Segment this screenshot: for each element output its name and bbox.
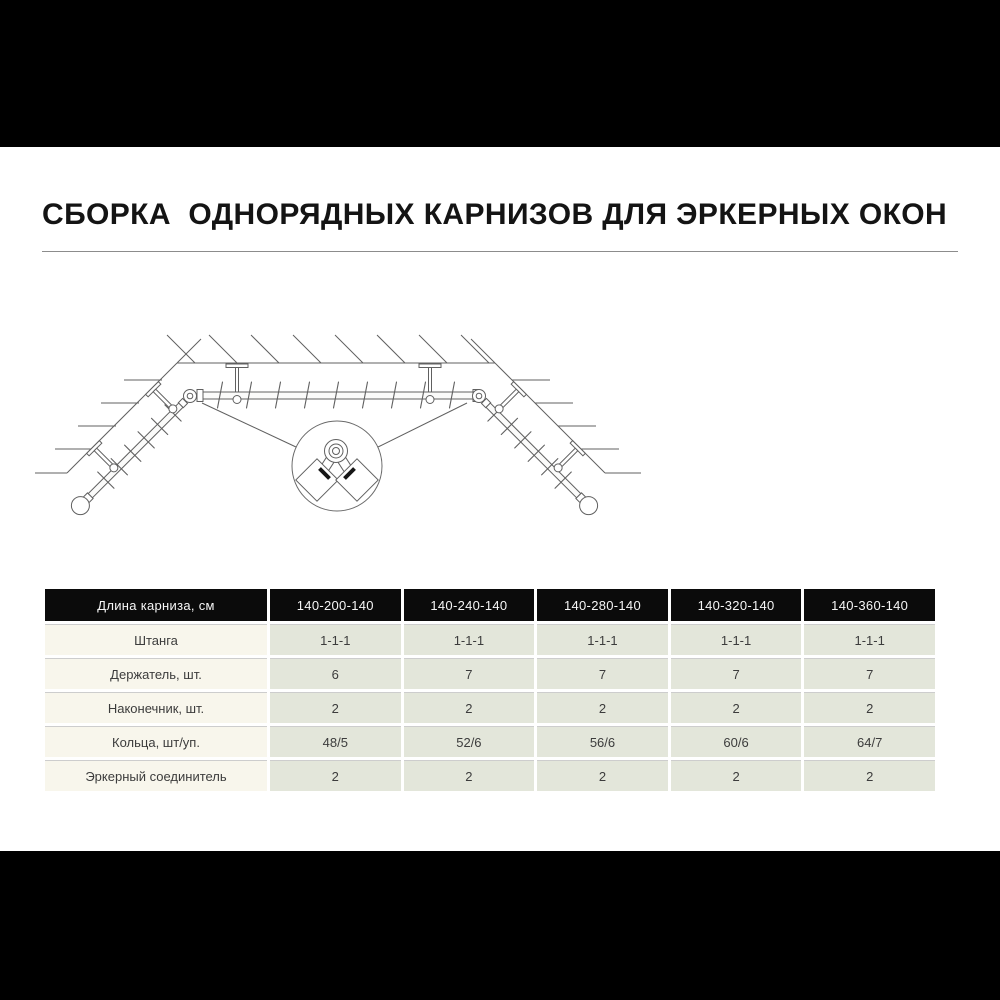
value-cell: 1-1-1 xyxy=(537,624,668,655)
value-cell: 1-1-1 xyxy=(804,624,935,655)
value-cell: 2 xyxy=(404,692,535,723)
table-row xyxy=(45,692,935,723)
value-cell: 64/7 xyxy=(804,726,935,757)
ceiling-bracket-icon xyxy=(226,364,441,393)
table-header-row xyxy=(45,589,935,621)
letterbox-top xyxy=(0,0,1000,147)
value-cell: 48/5 xyxy=(270,726,401,757)
header-cell-size-3: 140-280-140 xyxy=(537,589,668,621)
value-cell: 2 xyxy=(537,760,668,791)
header-cell-size-2: 140-240-140 xyxy=(404,589,535,621)
value-cell: 7 xyxy=(537,658,668,689)
row-label-cell: Наконечник, шт. xyxy=(45,692,267,723)
table-row xyxy=(45,760,935,791)
header-cell-size-1: 140-200-140 xyxy=(270,589,401,621)
letterbox-bottom xyxy=(0,851,1000,1000)
header-cell-size-4: 140-320-140 xyxy=(671,589,802,621)
value-cell: 2 xyxy=(270,692,401,723)
bay-window-rod-diagram xyxy=(30,328,650,543)
value-cell: 2 xyxy=(404,760,535,791)
horizontal-rod-icon xyxy=(197,382,479,408)
page-title: СБОРКА ОДНОРЯДНЫХ КАРНИЗОВ ДЛЯ ЭРКЕРНЫХ ОКОН xyxy=(42,198,948,231)
value-cell: 2 xyxy=(671,692,802,723)
row-label-cell: Эркерный соединитель xyxy=(45,760,267,791)
value-cell: 2 xyxy=(671,760,802,791)
value-cell: 2 xyxy=(804,760,935,791)
header-cell-length: Длина карниза, см xyxy=(45,589,267,621)
spec-table xyxy=(42,586,938,794)
value-cell: 2 xyxy=(537,692,668,723)
table-row xyxy=(45,726,935,757)
right-angled-rod-icon xyxy=(476,393,603,520)
row-label-cell: Кольца, шт/уп. xyxy=(45,726,267,757)
value-cell: 52/6 xyxy=(404,726,535,757)
value-cell: 7 xyxy=(404,658,535,689)
title-divider xyxy=(42,251,958,252)
value-cell: 7 xyxy=(804,658,935,689)
row-label-cell: Штанга xyxy=(45,624,267,655)
header-cell-size-5: 140-360-140 xyxy=(804,589,935,621)
value-cell: 1-1-1 xyxy=(404,624,535,655)
value-cell: 1-1-1 xyxy=(671,624,802,655)
table-row xyxy=(45,624,935,655)
row-label-cell: Держатель, шт. xyxy=(45,658,267,689)
bay-connector-detail-icon xyxy=(292,421,382,511)
table-row xyxy=(45,658,935,689)
value-cell: 2 xyxy=(804,692,935,723)
value-cell: 6 xyxy=(270,658,401,689)
value-cell: 60/6 xyxy=(671,726,802,757)
value-cell: 56/6 xyxy=(537,726,668,757)
value-cell: 7 xyxy=(671,658,802,689)
value-cell: 1-1-1 xyxy=(270,624,401,655)
value-cell: 2 xyxy=(270,760,401,791)
